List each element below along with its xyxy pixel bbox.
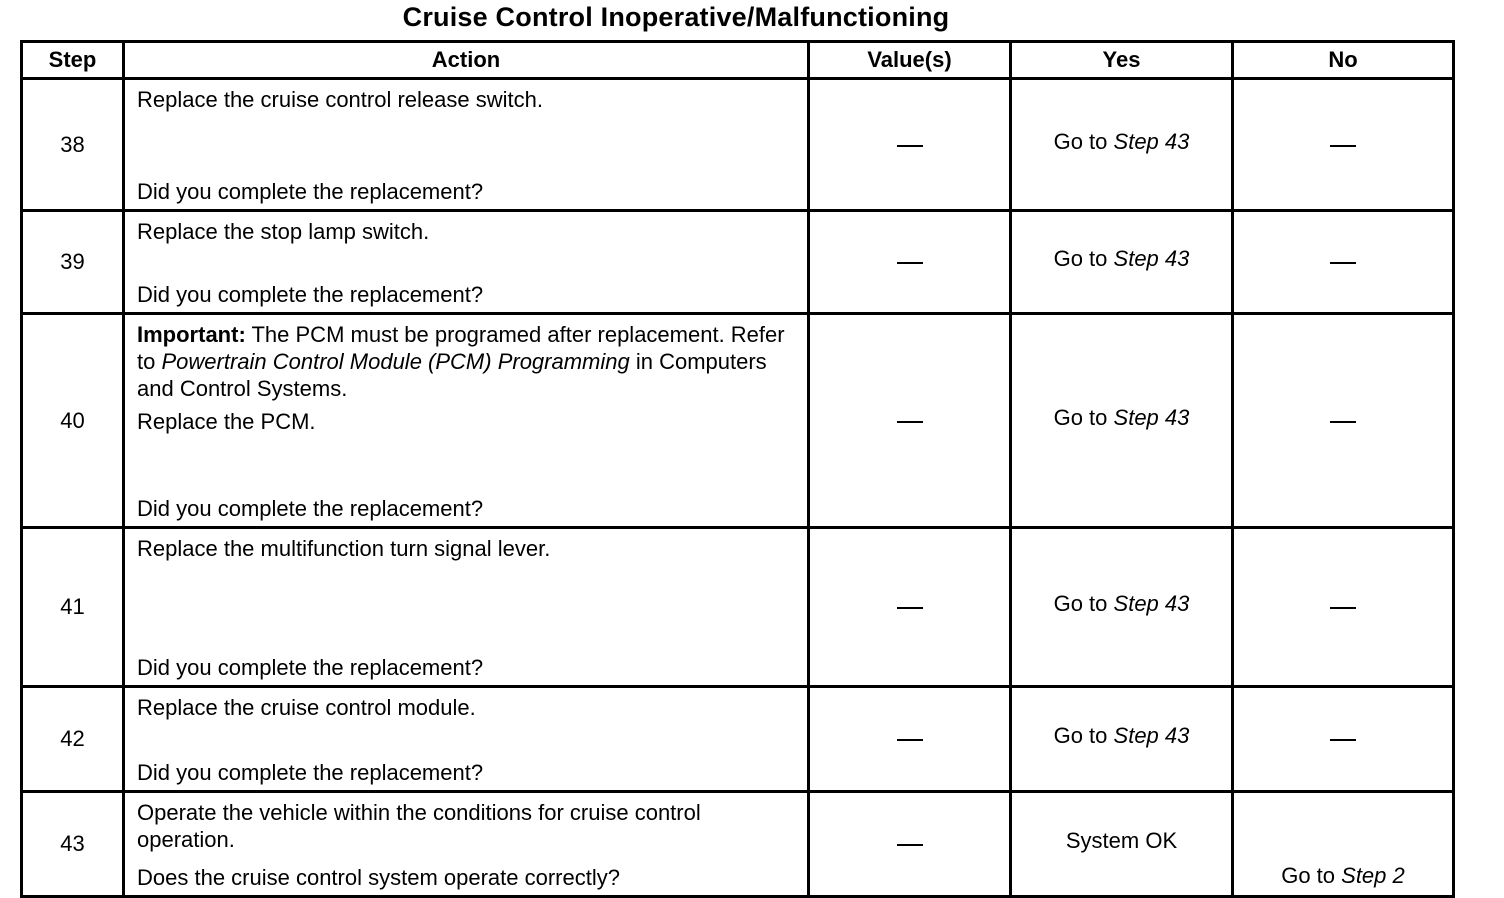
action-question: Did you complete the replacement?	[137, 760, 484, 785]
no-cell	[1233, 211, 1454, 314]
no-step-target: 2	[1392, 863, 1405, 888]
step-word: Step	[1113, 723, 1159, 748]
action-instruction: Replace the PCM.	[137, 409, 316, 434]
step-word: Step	[1341, 863, 1387, 888]
important-text: The PCM must be programed after replacement. Refer to	[137, 322, 785, 374]
page-title: Cruise Control Inoperative/Malfunctioning	[402, 2, 950, 32]
table-row	[22, 528, 1454, 687]
yes-step-target: 43	[1164, 591, 1190, 616]
action-cell	[124, 79, 809, 211]
action-cell	[124, 687, 809, 792]
action-question: Did you complete the replacement?	[137, 282, 484, 307]
action-cell	[124, 792, 809, 897]
dash-mark	[1330, 607, 1356, 609]
no-cell	[1233, 528, 1454, 687]
yes-cell	[1011, 528, 1233, 687]
action-question: Did you complete the replacement?	[137, 496, 484, 521]
go-to-label: Go to	[1053, 591, 1108, 616]
dash-mark	[1330, 421, 1356, 423]
go-to-label: Go to	[1053, 723, 1108, 748]
yes-cell	[1011, 314, 1233, 528]
step-word: Step	[1113, 246, 1159, 271]
yes-cell	[1011, 79, 1233, 211]
step-word: Step	[1113, 591, 1159, 616]
action-instruction: Replace the multifunction turn signal lever.	[137, 536, 551, 561]
dash-mark	[897, 739, 923, 741]
table-row	[22, 314, 1454, 528]
action-instruction: Replace the stop lamp switch.	[137, 219, 430, 244]
action-instruction: Replace the cruise control module.	[137, 695, 476, 720]
yes-step-target: 43	[1164, 246, 1190, 271]
dash-mark	[897, 262, 923, 264]
dash-mark	[1330, 739, 1356, 741]
header-no: No	[1233, 42, 1454, 79]
table-row	[22, 792, 1454, 897]
header-yes: Yes	[1011, 42, 1233, 79]
action-cell	[124, 314, 809, 528]
values-cell	[809, 792, 1011, 897]
step-number: 39	[22, 211, 124, 314]
yes-result: System OK	[1065, 828, 1178, 853]
header-row	[22, 42, 1454, 79]
action-instruction: Replace the cruise control release switch.	[137, 87, 543, 112]
action-cell	[124, 211, 809, 314]
table-row	[22, 211, 1454, 314]
header-step: Step	[22, 42, 124, 79]
yes-cell	[1011, 687, 1233, 792]
dash-mark	[897, 607, 923, 609]
no-cell	[1233, 79, 1454, 211]
header-values: Value(s)	[809, 42, 1011, 79]
dash-mark	[897, 844, 923, 846]
action-question: Does the cruise control system operate correctly?	[137, 865, 620, 890]
action-question: Did you complete the replacement?	[137, 655, 484, 680]
diagnostic-table	[20, 40, 1455, 898]
important-note	[137, 321, 797, 402]
dash-mark	[1330, 145, 1356, 147]
values-cell	[809, 687, 1011, 792]
values-cell	[809, 79, 1011, 211]
important-text-end: in Computers and Control Systems.	[137, 349, 767, 401]
dash-mark	[897, 145, 923, 147]
go-to-label: Go to	[1281, 863, 1336, 888]
yes-step-target: 43	[1164, 404, 1190, 430]
dash-mark	[897, 421, 923, 423]
go-to-label: Go to	[1053, 404, 1108, 430]
action-instruction: Operate the vehicle within the conditions for cruise control operation.	[137, 800, 701, 852]
yes-step-target: 43	[1164, 723, 1190, 748]
step-number: 38	[22, 79, 124, 211]
no-cell	[1233, 314, 1454, 528]
yes-cell	[1011, 792, 1233, 897]
yes-step-target: 43	[1164, 128, 1190, 154]
step-number: 42	[22, 687, 124, 792]
step-number: 43	[22, 792, 124, 897]
values-cell	[809, 211, 1011, 314]
step-word: Step	[1113, 128, 1159, 154]
important-reference: Powertrain Control Module (PCM) Programming	[161, 349, 630, 374]
step-number: 41	[22, 528, 124, 687]
yes-cell	[1011, 211, 1233, 314]
values-cell	[809, 528, 1011, 687]
no-cell	[1233, 792, 1454, 897]
action-question: Did you complete the replacement?	[137, 179, 484, 204]
table-row	[22, 79, 1454, 211]
values-cell	[809, 314, 1011, 528]
step-number: 40	[22, 314, 124, 528]
go-to-label: Go to	[1053, 128, 1108, 154]
no-cell	[1233, 687, 1454, 792]
action-cell	[124, 528, 809, 687]
step-word: Step	[1113, 404, 1159, 430]
table-row	[22, 687, 1454, 792]
header-action: Action	[124, 42, 809, 79]
important-label: Important:	[137, 322, 246, 347]
go-to-label: Go to	[1053, 246, 1108, 271]
dash-mark	[1330, 262, 1356, 264]
